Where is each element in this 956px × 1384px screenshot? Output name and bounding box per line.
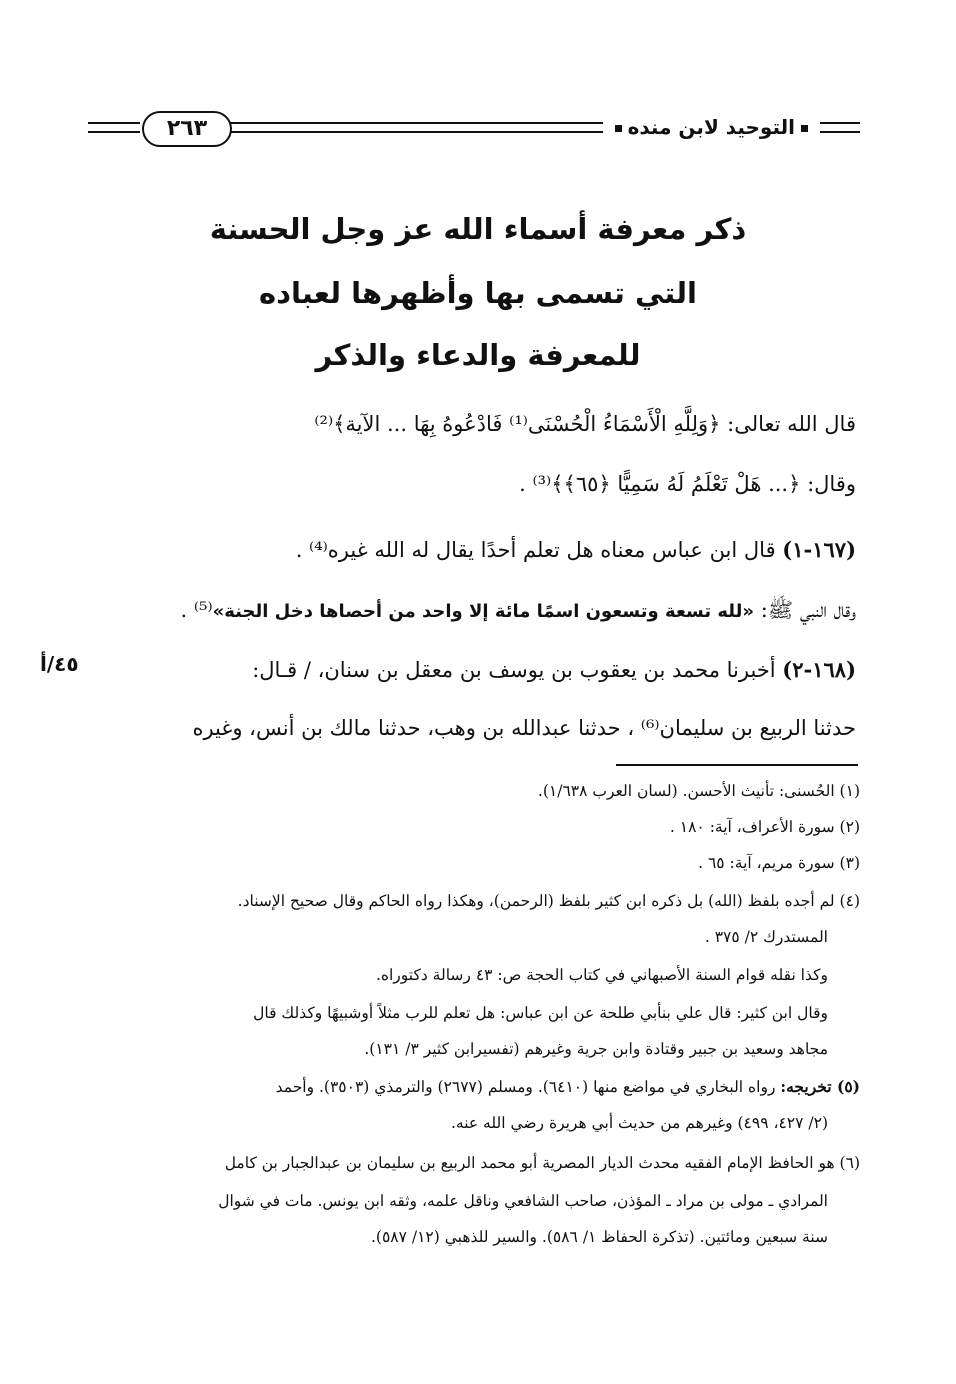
manuscript-folio-marker: ٤٥/أ <box>40 652 79 676</box>
footnote-3: (٣) سورة مريم، آية: ٦٥ . <box>698 854 860 872</box>
footnote-5-text: رواه البخاري في مواضع منها (٦٤١٠). ومسلم (٢٦٧٧) والترمذي (٣٥٠٣). وأحمد <box>275 1078 781 1096</box>
hadith-number: (١٦٨-٢) <box>782 657 856 682</box>
book-title-text: التوحيد لابن منده <box>627 115 795 139</box>
chapter-heading-line-2: التي تسمى بها وأظهرها لعباده <box>259 276 697 310</box>
body-line-hadith-168 <box>96 652 856 688</box>
footnote-4-line-3: وكذا نقله قوام السنة الأصبهاني في كتاب الحجة ص: ٤٣ رسالة دكتوراه. <box>375 966 828 984</box>
hadith-text: قال ابن عباس معناه هل تعلم أحدًا يقال له الله غيره⁽⁴⁾ . <box>295 538 783 562</box>
body-line-hadith-167 <box>96 532 856 568</box>
body-line-quran-1: قال الله تعالى: ﴿وَلِلَّهِ الْأَسْمَاءُ الْحُسْنَى⁽¹⁾ فَادْعُوهُ بِهَا ... الآية﴾⁽²⁾ <box>314 412 856 436</box>
footnote-4-line-5: مجاهد وسعيد بن جبير وقتادة وابن جرية وغيرهم (تفسيرابن كثير ٣/ ١٣١). <box>364 1040 828 1058</box>
footnote-separator <box>616 764 858 766</box>
footnote-2: (٢) سورة الأعراف، آية: ١٨٠ . <box>669 818 860 836</box>
hadith-quote: «لله تسعة وتسعون اسمًا مائة إلا واحد من أحصاها دخل الجنة» <box>212 601 755 622</box>
footnote-5-line-1 <box>96 1074 860 1100</box>
header-square-bullet <box>615 125 622 132</box>
footnote-ref: ⁽⁵⁾ . <box>180 598 213 622</box>
page-number: ٢٦٣ <box>142 111 232 147</box>
footnote-1: (١) الحُسنى: تأنيث الأحسن. (لسان العرب ١/٦٣٨). <box>537 782 860 800</box>
footnote-6-line-2: المرادي ـ مولى بن مراد ـ المؤذن، صاحب الشافعي وناقل علمه، وثقه ابن يونس. مات في شوال <box>218 1192 828 1210</box>
header-rule-left <box>88 122 140 133</box>
footnote-6-line-1: (٦) هو الحافظ الإمام الفقيه محدث الديار المصرية أبو محمد الربيع بن سليمان بن عبدالجبار بن كامل <box>224 1154 860 1172</box>
footnote-4-line-2: المستدرك ٢/ ٣٧٥ . <box>704 928 828 946</box>
body-line-quran-2: وقال: ﴿... هَلْ تَعْلَمُ لَهُ سَمِيًّا ﴿٦٥﴾﴾⁽³⁾ . <box>519 472 856 496</box>
book-title <box>603 110 820 144</box>
hadith-number: (١٦٧-١) <box>782 537 856 562</box>
header-square-bullet <box>801 125 808 132</box>
saying-intro: وقال النبي ﷺ: <box>754 598 856 622</box>
chapter-heading-line-3: للمعرفة والدعاء والذكر <box>315 338 641 372</box>
footnote-5-line-2: (٢/ ٤٢٧، ٤٩٩) وغيرهم من حديث أبي هريرة رضي الله عنه. <box>450 1114 828 1132</box>
footnote-6-line-3: سنة سبعين ومائتين. (تذكرة الحفاظ ١/ ٥٨٦). والسير للذهبي (١٢/ ٥٨٧). <box>370 1228 828 1246</box>
footnote-4-line-4: وقال ابن كثير: قال علي بنأبي طلحة عن ابن عباس: هل تعلم للرب مثلاً أوشبيهًا وكذلك قال <box>253 1004 828 1022</box>
chapter-heading-line-1: ذكر معرفة أسماء الله عز وجل الحسنة <box>209 212 747 246</box>
body-line-isnad: حدثنا الربيع بن سليمان⁽⁶⁾ ، حدثنا عبدالله بن وهب، حدثنا مالك بن أنس، وغيره <box>192 716 856 740</box>
running-header <box>80 108 860 148</box>
body-line-prophet-saying <box>96 592 856 630</box>
header-rule-right <box>815 122 860 133</box>
hadith-text: أخبرنا محمد بن يعقوب بن يوسف بن معقل بن سنان، / قـال: <box>252 658 783 682</box>
footnote-4-line-1: (٤) لم أجده بلفظ (الله) بل ذكره ابن كثير بلفظ (الرحمن)، وهكذا رواه الحاكم وقال صحيح الإسناد. <box>237 892 860 910</box>
footnote-5-label: (٥) تخريجه: <box>780 1077 860 1096</box>
